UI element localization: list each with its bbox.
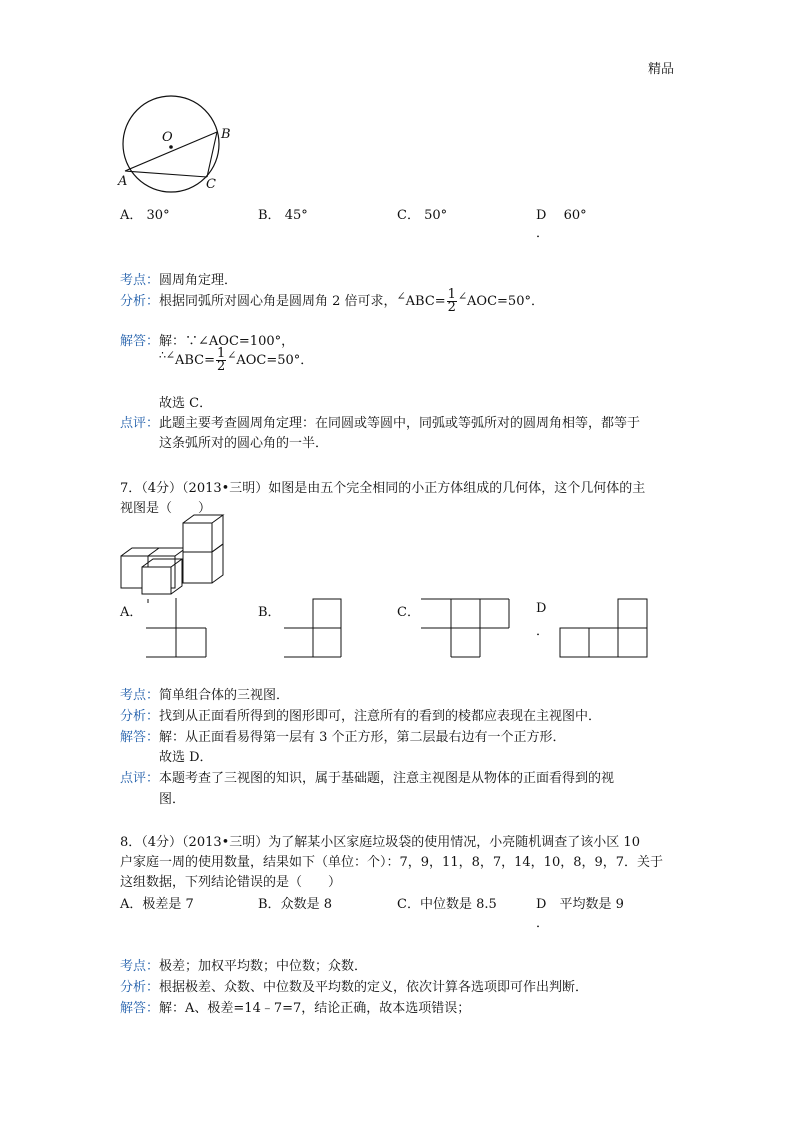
q6-option-d-dot: ． (536, 226, 550, 241)
q7-option-d: D (536, 601, 547, 616)
q7-option-a: A． (120, 605, 143, 620)
q6-option-a: A． 30° (120, 208, 170, 223)
q6-fenxi: 分析：根据同弧所对圆心角是圆周角 2 倍可求，∠ABC= $\frac{1}{2}$ ∠AOC=50°． (120, 287, 544, 315)
q7-option-c: C． (397, 605, 420, 620)
q8-stem-line2: 户家庭一周的使用数量，结果如下（单位：个）：7，9，11，8，7，14，10，8，9，7．关于 (120, 855, 664, 870)
q8-stem-line3: 这组数据，下列结论错误的是（ ） (120, 875, 342, 890)
q8-fenxi: 分析：根据极差、众数、中位数及平均数的定义，依次计算各选项即可作出判断． (120, 980, 589, 995)
q7-option-b-figure (284, 598, 346, 660)
q7-stem-line2: 视图是（ ） (120, 501, 212, 516)
label-a: A (118, 174, 128, 189)
q6-option-b: B． 45° (258, 208, 308, 223)
q7-dianping: 点评：本题考查了三视图的知识，属于基础题，注意主视图是从物体的正面看得到的视 (120, 771, 615, 786)
circle-figure (115, 97, 235, 192)
q8-stem-line1: 8．（4分）（2013•三明）为了解某小区家庭垃圾袋的使用情况，小亮随机调查了该小区 10 (120, 835, 640, 850)
q7-jieda-line2: 故选 D． (159, 750, 213, 765)
q8-option-b: B．众数是 8 (258, 897, 332, 912)
q7-stem-line1: 7．（4分）（2013•三明）如图是由五个完全相同的小正方体组成的几何体，这个几何体的主 (120, 481, 646, 496)
q6-option-d: D 60° (536, 208, 587, 223)
q7-option-a-figure (146, 598, 208, 660)
q8-kaodian: 考点：极差；加权平均数；中位数；众数． (120, 959, 368, 974)
label-o: O (162, 130, 173, 145)
q7-option-c-figure (421, 598, 513, 660)
q6-jieda-line3: 故选 C． (159, 396, 213, 411)
q8-option-c: C．中位数是 8.5 (397, 897, 497, 912)
q7-dianping-line2: 图． (159, 792, 186, 807)
q7-jieda: 解答：解：从正面看易得第一层有 3 个正方形，第二层最右边有一个正方形． (120, 730, 566, 745)
q6-kaodian: 考点：圆周角定理． (120, 273, 238, 288)
label-b: B (221, 127, 231, 142)
label-c: C (206, 177, 216, 192)
q6-dianping: 点评：此题主要考查圆周角定理：在同圆或等圆中，同弧或等弧所对的圆周角相等，都等于 (120, 416, 641, 431)
q8-option-d-dot: ． (536, 916, 550, 931)
header-brand: 精品 (648, 62, 675, 77)
q8-option-a: A．极差是 7 (120, 897, 194, 912)
q6-jieda-line2: ∴∠ABC= $\frac{1}{2}$ ∠AOC=50°． (159, 346, 314, 374)
q7-option-d-dot: ． (536, 624, 550, 639)
q6-option-c: C． 50° (397, 208, 448, 223)
q8-jieda: 解答：解：A、极差=14﹣7=7，结论正确，故本选项错误； (120, 1001, 471, 1016)
q7-option-b: B． (258, 605, 281, 620)
q7-option-d-figure (560, 598, 652, 660)
q6-jieda: 解答：解：∵∠AOC=100°， (120, 334, 295, 349)
q8-option-d: D 平均数是 9 (536, 897, 624, 912)
q7-kaodian: 考点：简单组合体的三视图． (120, 688, 290, 703)
cubes-figure (118, 515, 228, 595)
q7-fenxi: 分析：找到从正面看所得到的图形即可，注意所有的看到的棱都应表现在主视图中． (120, 709, 602, 724)
q6-dianping-line2: 这条弧所对的圆心角的一半． (159, 436, 329, 451)
